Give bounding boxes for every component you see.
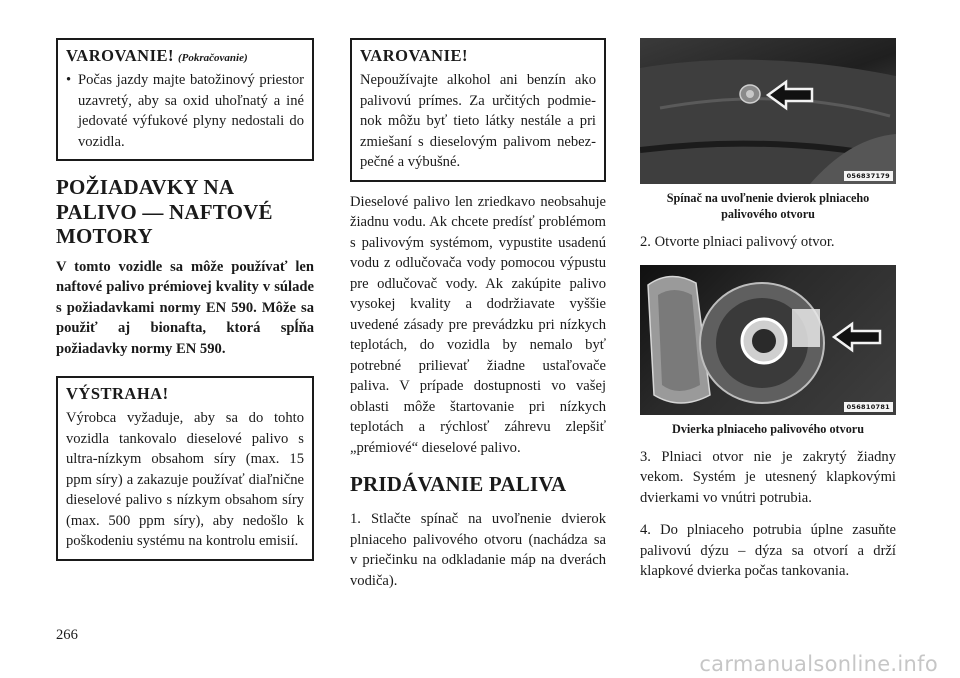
warning-title <box>66 46 304 66</box>
heading-line-2: PALIVO — NAFTOVÉ <box>56 199 273 224</box>
arrow-left-icon <box>834 324 880 350</box>
warning-box-continued <box>56 38 314 161</box>
warning-text: Počas jazdy majte batožinový priestor uzavretý, aby sa oxid uhoľnatý a iné jedovaté výfukové plyny nedostali do vozidla. <box>78 72 304 150</box>
caution-title: VÝSTRAHA! <box>66 384 169 403</box>
step-4: 4. Do plniaceho potrubia úplne zasuňte palivovú dýzu – dýza sa otvorí a drží klapkové dvierka počas tankovania. <box>640 522 896 579</box>
lead-paragraph: V tomto vozidle sa môže používať len naftové palivo prémiovej kvality v súlade s požiadavkami normy EN 590. Môže sa použiť aj bionafta, ktorá spĺňa požiadavky normy EN 590. <box>56 258 314 357</box>
warning-bullet-item <box>66 70 304 152</box>
warning-box-alcohol <box>350 38 606 182</box>
step-1: 1. Stlačte spínač na uvoľnenie dvierok plniaceho palivového otvoru (nachádza sa v priečinku na odkladanie máp na dverách vodiča). <box>350 511 606 589</box>
bullet-icon: • <box>66 72 72 88</box>
column-left <box>56 38 314 561</box>
release-switch-illustration <box>640 38 896 184</box>
caution-text: Výrobca vyžaduje, aby sa do tohto vozidla tankovalo dieselové palivo s ultra-nízkym obsahom síry (max. 15 ppm síry) a zakazuje používať diaľnične dieselové palivo s nízkym obsahom síry (max. 500 ppm síry), aby nedošlo k poškodeniu systému na kontrolu emisií. <box>66 410 304 549</box>
column-right <box>640 38 896 594</box>
heading-line-1: POŽIADAVKY NA <box>56 175 235 199</box>
caption-release-switch: Spínač na uvoľnenie dvierok plniaceho palivového otvoru <box>666 191 870 221</box>
section-heading-fuel-requirements <box>56 175 314 249</box>
step-3: 3. Plniaci otvor nie je zakrytý žiadny vekom. Systém je utesnený klapkovými dvierkami vo vnútri potrubia. <box>640 448 896 506</box>
warning-text: Nepoužívajte alkohol ani benzín ako palivovú prímes. Za určitých podmienok môžu byť tieto látky nestále a pri zmiešaní s dieselovým palivom nebezpečné a výbušné. <box>360 72 596 170</box>
photo-code: 056837179 <box>844 171 893 181</box>
warning-title-text: VAROVANIE! <box>66 46 174 65</box>
warning-title: VAROVANIE! <box>360 46 468 65</box>
page-number: 266 <box>56 627 78 643</box>
photo-release-switch <box>640 38 896 184</box>
photo-fuel-door <box>640 265 896 415</box>
column-middle <box>350 38 606 603</box>
step-2: 2. Otvorte plniaci palivový otvor. <box>640 234 835 250</box>
watermark: carmanualsonline.info <box>699 652 938 676</box>
continued-label: (Pokračovanie) <box>178 52 248 64</box>
fuel-door-illustration <box>640 265 896 415</box>
water-paragraph: Dieselové palivo len zriedkavo neobsahuje žiadnu vodu. Ak chcete predísť problémom s palivovým systémom, vypustite usadenú vodu z odlučovača vody pomocou výpustu pre odlučovač vody. Ak zakúpite palivo vysokej kvality a dodržiavate vyššie uvedené zásady pre prevádzku pri nízkych teplotách, do vozidla by nemalo byť potrebné prilievať žiadne ustaľovače paliva. V prípade dostupnosti vo vašej oblasti môže štartovanie pri nízkych teplotách a rýchlosť záhrevu zlepšiť „prémiové“ dieselové palivo. <box>350 193 606 456</box>
caution-box <box>56 376 314 561</box>
caption-fuel-door: Dvierka plniaceho palivového otvoru <box>672 421 864 436</box>
photo-code: 056810781 <box>844 402 893 412</box>
section-heading-refueling: PRIDÁVANIE PALIVA <box>350 472 567 496</box>
heading-line-3: MOTORY <box>56 224 153 248</box>
